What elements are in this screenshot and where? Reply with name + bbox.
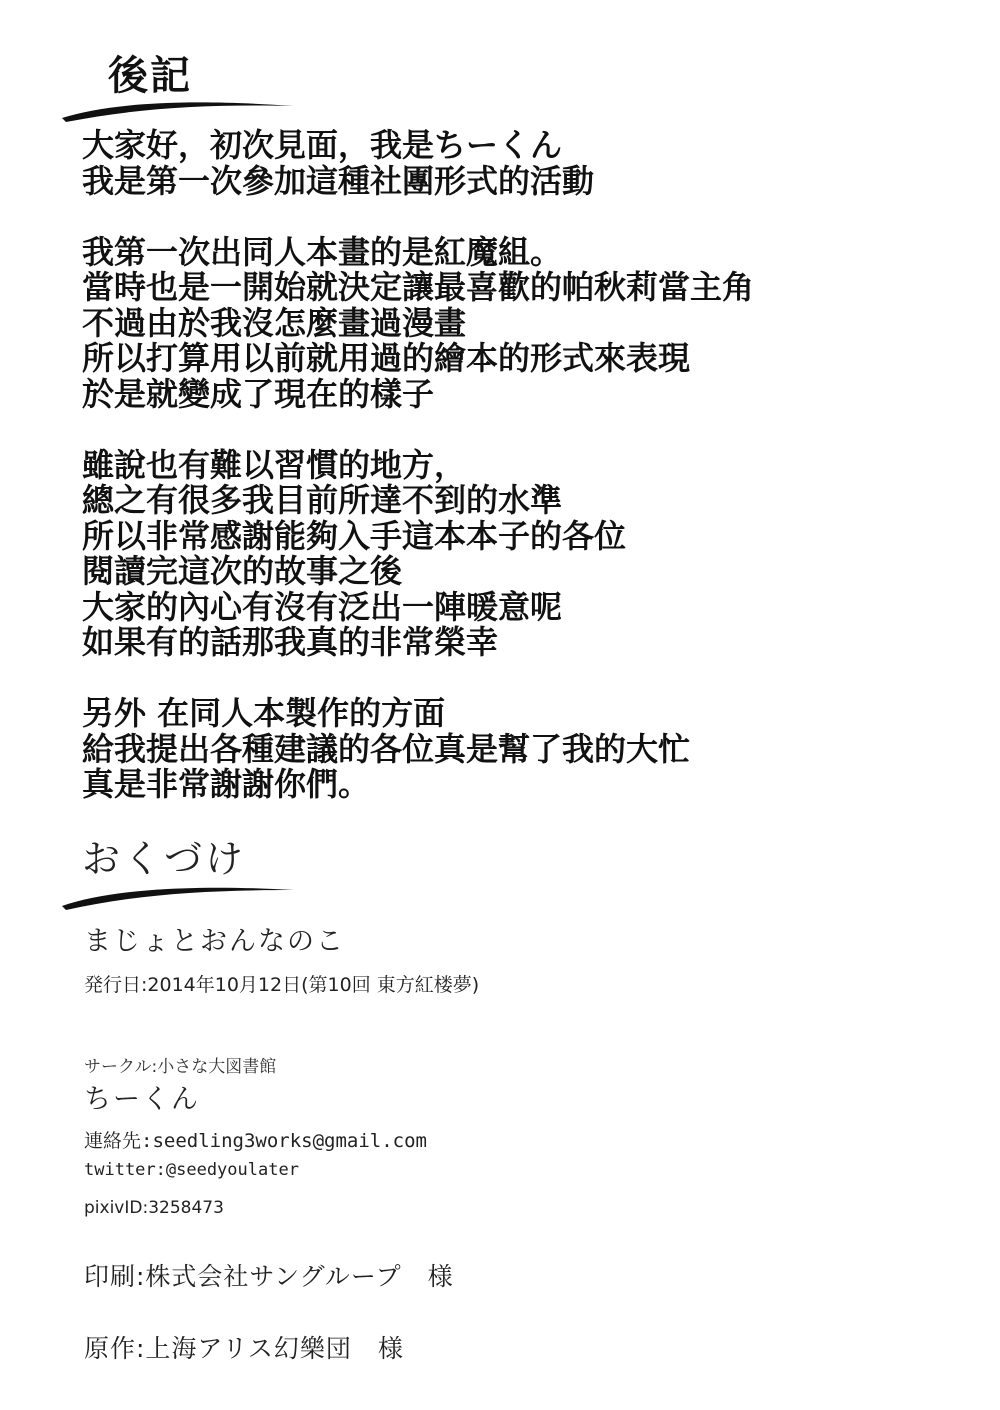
colophon-heading: おくづけ	[82, 837, 247, 881]
circle-name: サークル:小さな大図書館	[84, 1057, 277, 1077]
afterword-line: 不過由於我沒怎麼畫過漫畫	[82, 303, 467, 342]
afterword-line: 另外 在同人本製作的方面	[82, 694, 446, 732]
afterword-line: 閱讀完這次的故事之後	[82, 552, 403, 590]
afterword-line: 我第一次出同人本畫的是紅魔組。	[82, 232, 563, 271]
afterword-text	[82, 128, 942, 803]
pixiv-id: pixivID:3258473	[84, 1198, 224, 1218]
afterword-line: 於是就變成了現在的樣子	[82, 374, 435, 413]
afterword-line: 大家的內心有沒有泛出一陣暖意呢	[82, 587, 563, 626]
book-title: まじょとおんなのこ	[84, 926, 345, 957]
afterword-line: 總之有很多我目前所達不到的水準	[82, 481, 563, 519]
afterword-line: 大家好，初次見面，我是ちーくん	[82, 126, 563, 164]
author-name: ちーくん	[84, 1084, 200, 1115]
contact-email: 連絡先:seedling3works@gmail.com	[84, 1130, 427, 1152]
paragraph-gap	[82, 199, 942, 235]
colophon-brush-stroke	[58, 882, 298, 912]
afterword-line: 雖說也有難以習慣的地方，	[82, 445, 467, 484]
afterword-line: 如果有的話那我真的非常榮幸	[82, 623, 499, 661]
afterword-line: 我是第一次參加這種社團形式的活動	[82, 161, 595, 200]
afterword-line: 所以打算用以前就用過的繪本的形式來表現	[82, 339, 691, 377]
paragraph-gap	[82, 412, 942, 448]
original-work-credit: 原作:上海アリス幻樂団 様	[84, 1334, 404, 1363]
printer-credit: 印刷:株式会社サングループ 様	[84, 1262, 454, 1291]
paragraph-gap	[82, 661, 942, 697]
afterword-line: 給我提出各種建議的各位真是幫了我的大忙	[82, 729, 691, 768]
afterword-line: 當時也是一開始就決定讓最喜歡的帕秋莉當主角	[82, 268, 755, 306]
publication-date: 発行日:2014年10月12日(第10回 東方紅楼夢)	[84, 974, 480, 996]
afterword-line: 所以非常感謝能夠入手這本本子的各位	[82, 516, 627, 555]
twitter-handle: twitter:@seedyoulater	[84, 1160, 299, 1180]
afterword-brush-stroke	[58, 96, 298, 126]
afterword-line: 真是非常謝謝你們。	[82, 765, 371, 803]
afterword-heading: 後記	[108, 53, 192, 99]
